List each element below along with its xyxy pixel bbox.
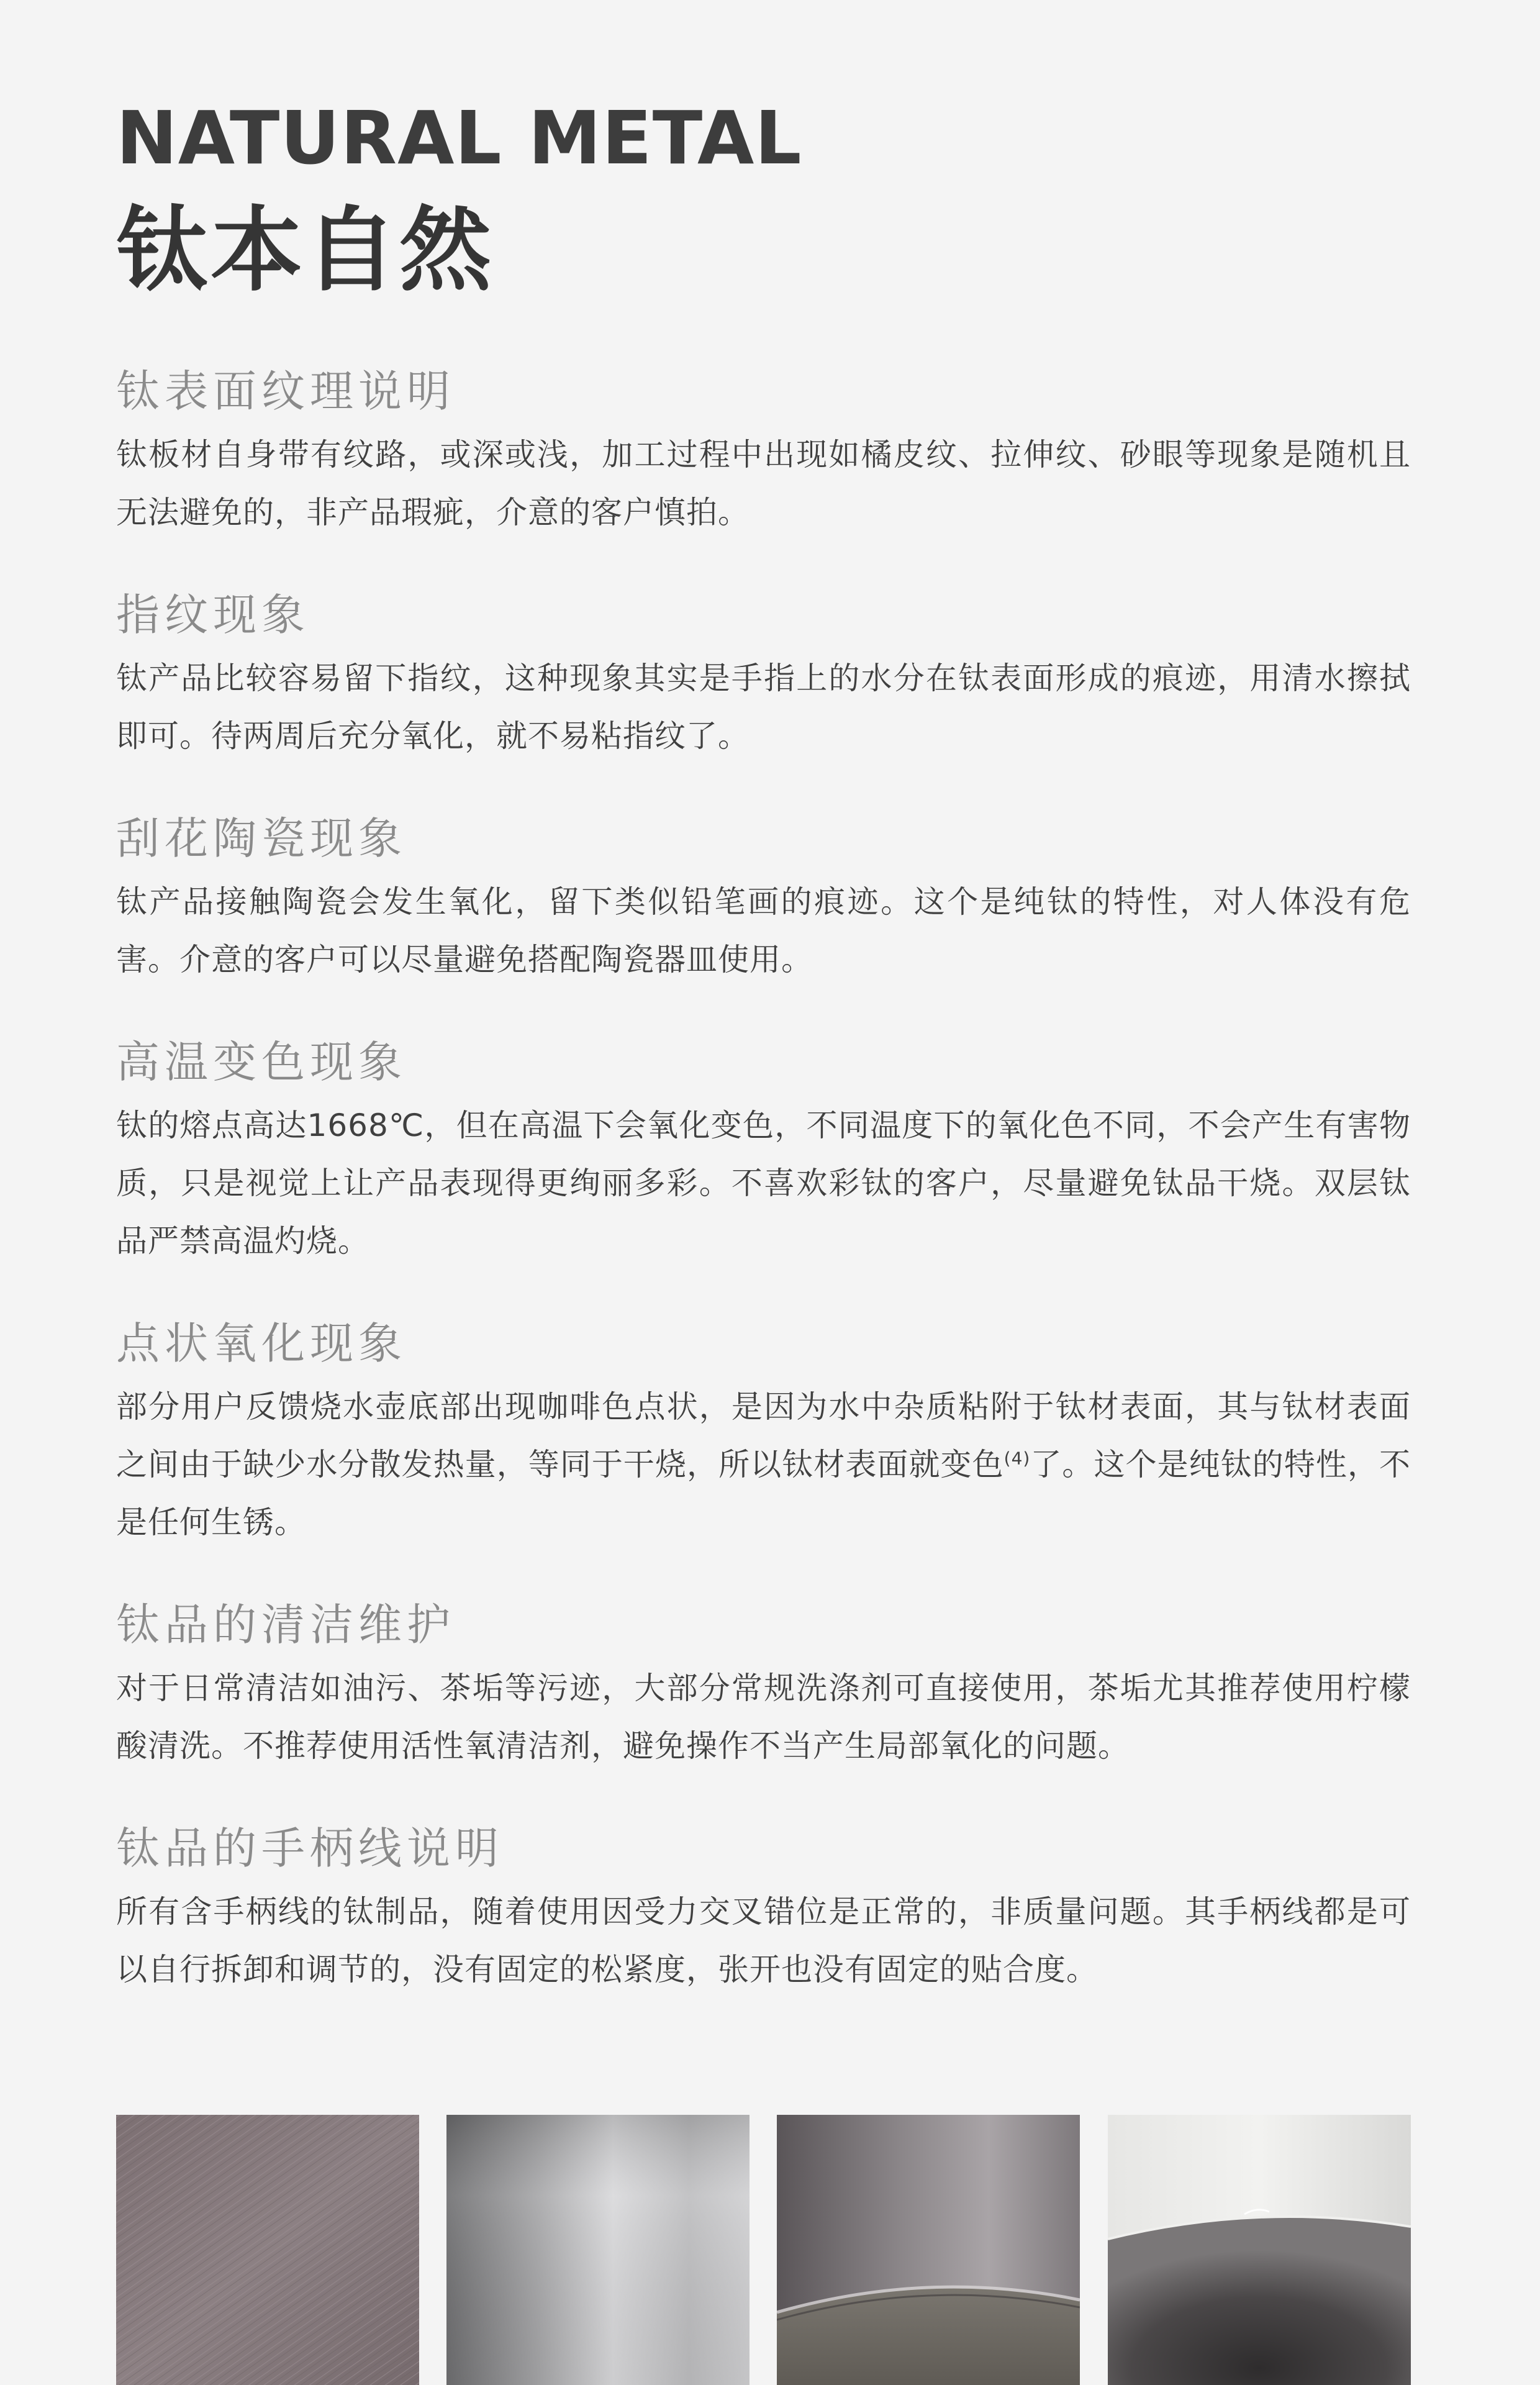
section-heading: 钛品的手柄线说明: [116, 1823, 504, 1874]
section-body: 钛产品比较容易留下指纹，这种现象其实是手指上的水分在钛表面形成的痕迹，用清水擦拭即可。待两周后充分氧化，就不易粘指纹了。: [116, 660, 1411, 754]
section-body: [116, 1378, 1411, 1551]
section-heading: 钛品的清洁维护: [116, 1599, 455, 1650]
photo-brushed-titanium-texture: [116, 2115, 419, 2385]
title-chinese: 钛本自然: [116, 197, 494, 304]
info-sections: [116, 360, 1411, 1999]
section-body: 所有含手柄线的钛制品，随着使用因受力交叉错位是正常的，非质量问题。其手柄线都是可以自行拆卸和调节的，没有固定的松紧度，张开也没有固定的贴合度。: [116, 1894, 1411, 1988]
photo-row: [116, 2115, 1411, 2385]
section-cleaning-care: [116, 1594, 1411, 1775]
section-handle-wire: [116, 1817, 1411, 1999]
section-body: 对于日常清洁如油污、茶垢等污迹，大部分常规洗涤剂可直接使用，茶垢尤其推荐使用柠檬酸清洗。不推荐使用活性氧清洁剂，避免操作不当产生局部氧化的问题。: [116, 1670, 1411, 1764]
section-heading: 钛表面纹理说明: [116, 366, 455, 417]
section-body: 钛产品接触陶瓷会发生氧化，留下类似铅笔画的痕迹。这个是纯钛的特性，对人体没有危害。介意的客户可以尽量避免搭配陶瓷器皿使用。: [116, 884, 1411, 978]
section-heading: 刮花陶瓷现象: [116, 813, 407, 864]
photo-polished-titanium-gradient: [446, 2115, 750, 2385]
section-heading: 高温变色现象: [116, 1037, 407, 1088]
section-surface-texture: [116, 360, 1411, 542]
section-heading: 指纹现象: [116, 589, 310, 640]
section-ceramic-scratch: [116, 807, 1411, 989]
section-body: 钛的熔点高达1668℃，但在高温下会氧化变色，不同温度下的氧化色不同，不会产生有害物质，只是视觉上让产品表现得更绚丽多彩。不喜欢彩钛的客户，尽量避免钛品干烧。双层钛品严禁高温灼烧。: [116, 1107, 1411, 1259]
section-fingerprint: [116, 584, 1411, 765]
section-spot-oxidation: [116, 1312, 1411, 1551]
section-body: 钛板材自身带有纹路，或深或浅，加工过程中出现如橘皮纹、拉伸纹、砂眼等现象是随机且无法避免的，非产品瑕疵，介意的客户慎拍。: [116, 437, 1411, 530]
photo-titanium-pot-interior: [1108, 2115, 1411, 2385]
section-body-part-1: 部分用户反馈烧水壶底部出现咖啡色点状，是因为水中杂质粘附于钛材表面，其与钛材表面之间由于缺少水分散发热量，等同于干烧，所以钛材表面就变色: [116, 1389, 1411, 1483]
section-heat-discoloration: [116, 1031, 1411, 1270]
footnote-marker: (4): [1003, 1448, 1031, 1469]
section-heading: 点状氧化现象: [116, 1318, 407, 1369]
photo-titanium-cup-rim: [777, 2115, 1080, 2385]
title-english: NATURAL METAL: [116, 95, 802, 181]
section-body-part-2: 了。这个是纯钛的特性，不是任何生锈。: [116, 1447, 1411, 1540]
